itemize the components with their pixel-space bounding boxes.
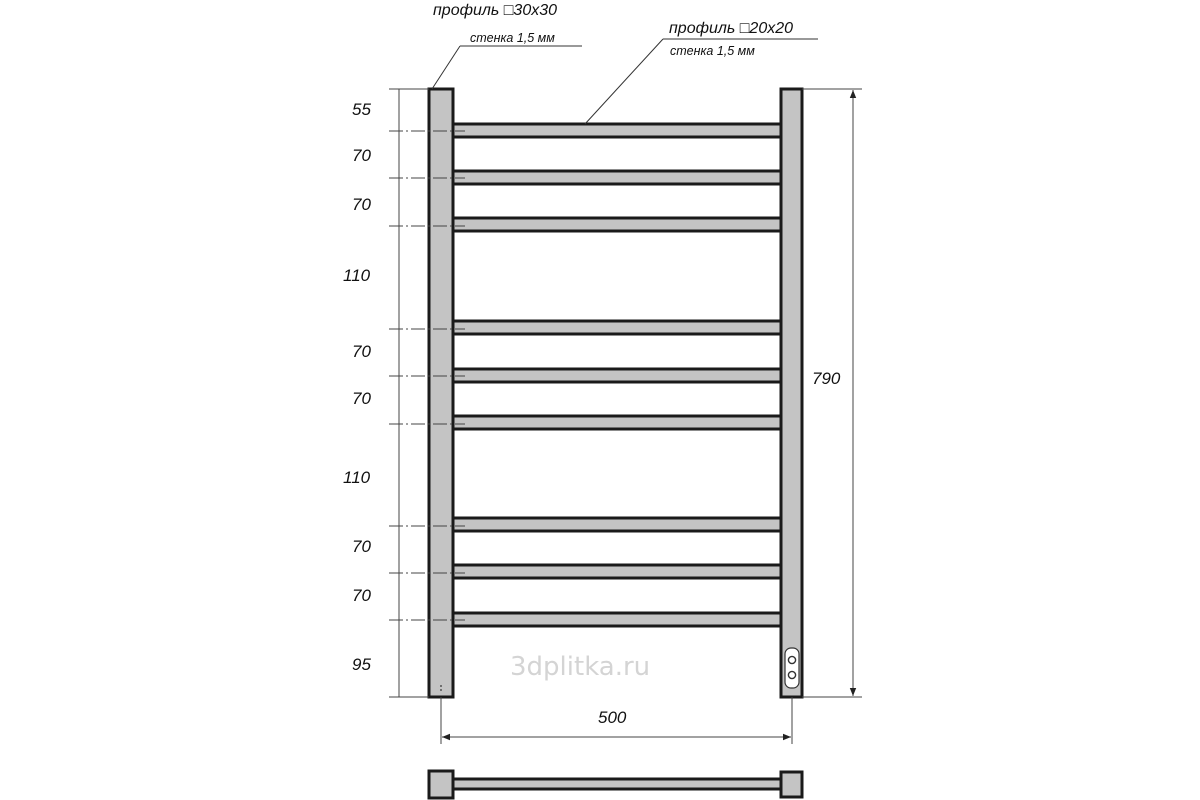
crossbar (453, 171, 781, 184)
spacing-label: 110 (343, 266, 371, 285)
spacing-label: 55 (352, 100, 371, 119)
post-mark (440, 689, 442, 691)
top-view (429, 771, 802, 798)
total-height-label: 790 (812, 369, 841, 388)
crossbar (453, 518, 781, 531)
spacing-label: 70 (352, 146, 371, 165)
spacing-label: 70 (352, 342, 371, 361)
spacing-label: 95 (352, 655, 371, 674)
spacing-label: 70 (352, 537, 371, 556)
watermark: 3dplitka.ru (510, 652, 651, 682)
left-post (429, 89, 453, 697)
spacing-label: 70 (352, 389, 371, 408)
right-profile-wall: стенка 1,5 мм (670, 44, 755, 58)
crossbar (453, 321, 781, 334)
spacing-label: 110 (343, 468, 371, 487)
electric-connector-icon (785, 648, 799, 688)
crossbar (453, 613, 781, 626)
height-dimension (802, 89, 862, 697)
post-mark (440, 685, 442, 687)
crossbar (453, 565, 781, 578)
spacing-labels (343, 100, 371, 674)
crossbar (453, 369, 781, 382)
spacing-label: 70 (352, 586, 371, 605)
spacing-label: 70 (352, 195, 371, 214)
left-profile-wall: стенка 1,5 мм (470, 31, 555, 45)
crossbar (453, 124, 781, 137)
right-post (781, 89, 802, 697)
crossbars (453, 124, 781, 626)
crossbar (453, 218, 781, 231)
width-label: 500 (598, 708, 627, 727)
left-profile-callout (432, 46, 582, 89)
left-profile-title: профиль □30x30 (433, 2, 558, 19)
right-profile-title: профиль □20x20 (669, 20, 794, 37)
crossbar (453, 416, 781, 429)
